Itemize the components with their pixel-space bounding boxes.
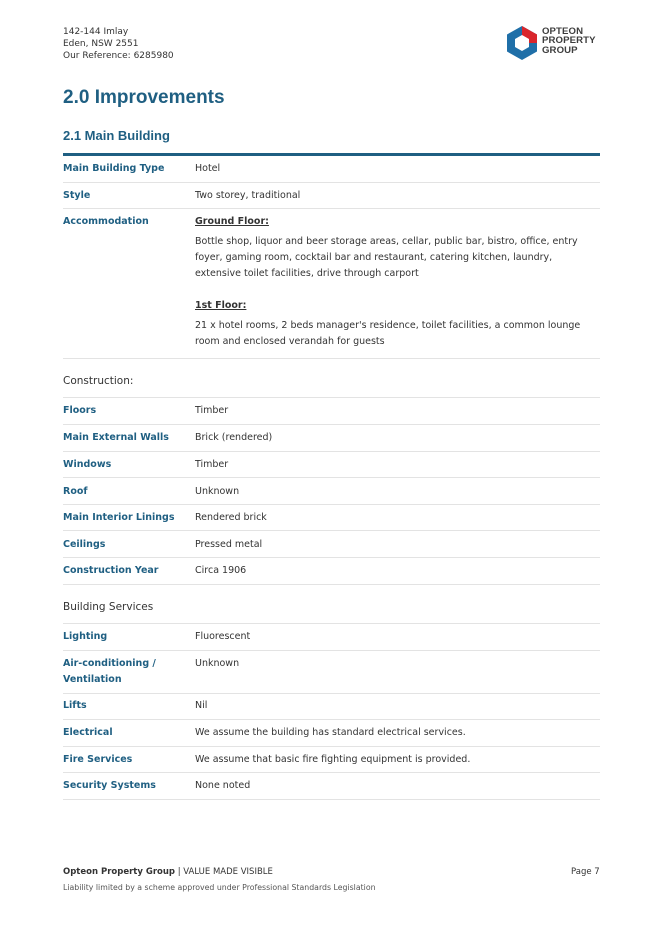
row-label: Floors	[63, 405, 97, 416]
reference-number: Our Reference: 6285980	[63, 51, 174, 61]
row-label: Security Systems	[63, 780, 156, 791]
footer-tagline: VALUE MADE VISIBLE	[183, 867, 273, 877]
table-row	[63, 725, 600, 747]
table-row	[63, 752, 600, 773]
ground-floor-heading: Ground Floor:	[195, 216, 269, 227]
row-label: Air-conditioning / Ventilation	[63, 658, 156, 685]
footer-liability: Liability limited by a scheme approved under Professional Standards Legislation	[63, 883, 376, 892]
row-label: Lifts	[63, 700, 87, 711]
table-row	[63, 537, 600, 558]
table-row	[63, 430, 600, 452]
row-label: Style	[63, 190, 91, 201]
construction-heading: Construction:	[63, 375, 600, 398]
logo-word-1: OPTEON	[542, 26, 584, 37]
accommodation-row	[63, 214, 600, 359]
table-row	[63, 629, 600, 651]
row-label: Windows	[63, 459, 112, 470]
row-value: Two storey, traditional	[195, 190, 301, 201]
page-number: Page 7	[571, 867, 600, 877]
row-value: Unknown	[195, 486, 240, 497]
row-label: Lighting	[63, 631, 108, 642]
section-rule	[63, 153, 600, 156]
logo-word-2: PROPERTY	[542, 35, 596, 47]
table-row	[63, 188, 600, 209]
first-floor-text: 21 x hotel rooms, 2 beds manager's residence, toilet facilities, a common lounge room and enclosed verandah for guests	[195, 320, 581, 347]
logo-word-3: GROUP	[542, 44, 578, 56]
row-label: Main Building Type	[63, 163, 165, 174]
accommodation-details	[195, 214, 600, 350]
address-block	[63, 26, 174, 62]
building-services-heading: Building Services	[63, 601, 600, 624]
row-value: Timber	[195, 459, 229, 470]
logo-wordmark	[542, 27, 596, 55]
row-value: Timber	[195, 405, 229, 416]
first-floor-heading: 1st Floor:	[195, 300, 247, 311]
row-label: Roof	[63, 486, 88, 497]
table-row	[63, 656, 600, 694]
row-value: We assume the building has standard electrical services.	[195, 727, 466, 738]
row-value: Pressed metal	[195, 539, 263, 550]
ground-floor-text: Bottle shop, liquor and beer storage areas, cellar, public bar, bistro, office, entry foyer, gaming room, cocktail bar and restaurant, catering kitchen, laundry, extensive toilet facilities, drive through carport	[195, 236, 578, 279]
row-label: Accommodation	[63, 216, 149, 227]
table-row	[63, 403, 600, 425]
footer-company: Opteon Property Group	[63, 867, 175, 877]
address-line-1: 142-144 Imlay	[63, 27, 129, 37]
row-label: Electrical	[63, 727, 113, 738]
row-label: Main External Walls	[63, 432, 169, 443]
row-label: Construction Year	[63, 565, 159, 576]
table-row	[63, 457, 600, 478]
footer-brand	[63, 867, 273, 877]
footer-separator: |	[177, 867, 181, 877]
table-row	[63, 778, 600, 800]
section-title: 2.0 Improvements	[63, 87, 225, 108]
row-label: Fire Services	[63, 754, 133, 765]
row-value: Hotel	[195, 163, 221, 174]
row-value: Unknown	[195, 658, 240, 669]
row-value: We assume that basic fire fighting equipment is provided.	[195, 754, 471, 765]
table-row	[63, 161, 600, 183]
row-value: Circa 1906	[195, 565, 247, 576]
row-value: Fluorescent	[195, 631, 251, 642]
row-label: Main Interior Linings	[63, 512, 175, 523]
row-label: Ceilings	[63, 539, 106, 550]
section-subtitle: 2.1 Main Building	[63, 128, 170, 143]
table-row	[63, 698, 600, 720]
row-value: Nil	[195, 700, 208, 711]
address-line-2: Eden, NSW 2551	[63, 39, 139, 49]
opteon-logo	[505, 25, 605, 61]
row-value: Brick (rendered)	[195, 432, 273, 443]
table-row	[63, 563, 600, 585]
table-row	[63, 510, 600, 531]
table-row	[63, 484, 600, 505]
row-value: Rendered brick	[195, 512, 267, 523]
row-value: None noted	[195, 780, 251, 791]
hexagon-logo-icon	[505, 25, 539, 61]
